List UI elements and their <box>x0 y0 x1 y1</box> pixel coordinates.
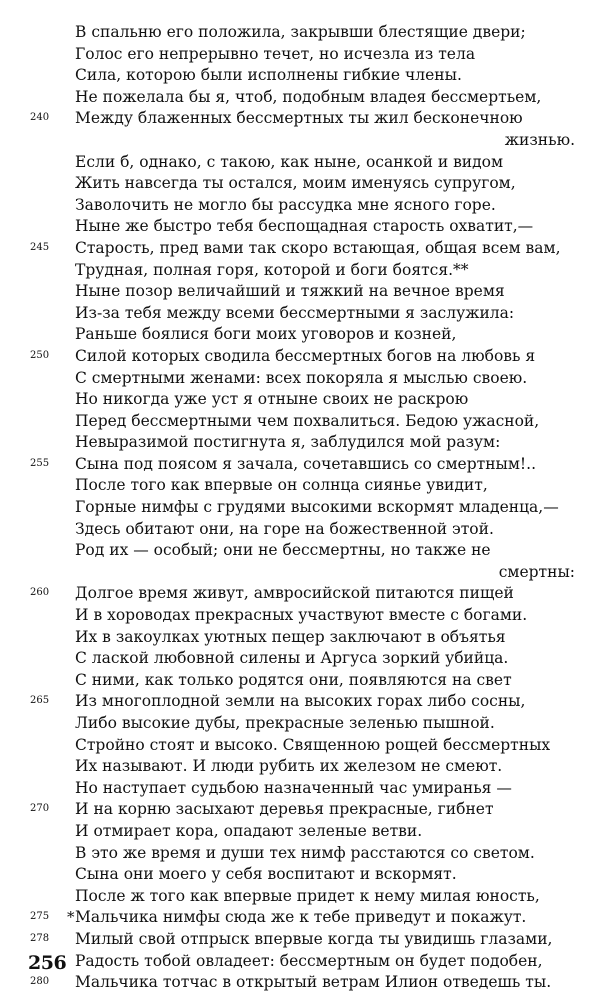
poem-line <box>75 540 575 562</box>
poem-line <box>75 281 575 303</box>
poem-line-text: смертны: <box>498 562 575 581</box>
poem-line-text: Перед бессмертными чем похвалиться. Бедою ужасной, <box>75 411 540 430</box>
poem-line <box>30 907 575 929</box>
poem-line <box>75 951 575 973</box>
poem-line <box>75 195 575 217</box>
poem-line <box>75 670 575 692</box>
poem-line-text: Трудная, полная горя, которой и боги боятся.** <box>75 260 469 279</box>
poem-line-text: Ныне же быстро тебя беспощадная старость охватит,— <box>75 217 534 236</box>
poem-line <box>75 173 575 195</box>
poem-line <box>75 886 575 908</box>
poem-line-text: Здесь обитают они, на горе на божественной этой. <box>75 519 494 538</box>
line-number: 280 <box>30 976 50 988</box>
poem-line-text: Либо высокие дубы, прекрасные зеленью пышной. <box>75 714 495 732</box>
poem-line <box>30 972 575 994</box>
poem-line-text: Сына под поясом я зачала, сочетавшись со смертным!.. <box>75 454 537 473</box>
poem-line-text: В спальню его положила, закрывши блестящие двери; <box>75 23 526 41</box>
poem-line-text: Радость тобой овладеет: бессмертным он будет подобен, <box>75 951 543 970</box>
poem-line <box>75 44 575 66</box>
poem-line <box>75 216 575 238</box>
poem-line-text: С ними, как только родятся они, появляются на свет <box>75 670 512 689</box>
poem-line-text: Ныне позор величайший и тяжкий на вечное время <box>75 282 505 301</box>
poem-line <box>75 519 575 541</box>
poem-line <box>75 324 575 346</box>
poem-line-text: Если б, однако, с такою, как ныне, осанкой и видом <box>75 152 504 171</box>
poem-line-text: С лаской любовной силены и Аргуса зоркий убийца. <box>75 649 509 668</box>
poem-line <box>75 756 575 778</box>
poem-line-text: Их в закоулках уютных пещер заключают в объятья <box>75 627 506 646</box>
poem-line-text: Их называют. И люди рубить их железом не смеют. <box>75 757 503 776</box>
poem-line-text: И на корню засыхают деревья прекрасные, гибнет <box>75 800 494 819</box>
poem-line-text: Из-за тебя между всеми бессмертными я заслужила: <box>75 303 515 322</box>
poem-line <box>75 152 575 174</box>
poem-line <box>75 432 575 454</box>
poem-line-text: Мальчика нимфы сюда же к тебе приведут и покажут. <box>75 908 527 927</box>
poem-line-text: После того как впервые он солнца сиянье увидит, <box>75 476 488 495</box>
poem-line-text: Между блаженных бессмертных ты жил бесконечною <box>75 109 523 128</box>
poem-line <box>30 583 575 605</box>
poem-line-text: Горные нимфы с грудями высокими вскормят младенца,— <box>75 498 559 517</box>
poem-line-text: Не пожелала бы я, чтоб, подобным владея бессмертьем, <box>75 87 542 106</box>
poem-line-text: Но никогда уже уст я отныне своих не раскрою <box>75 390 469 409</box>
poem-line-text: Голос его непрерывно течет, но исчезла из тела <box>75 44 476 63</box>
poem-line <box>75 864 575 886</box>
line-number: 245 <box>30 241 50 253</box>
poem-line <box>75 65 575 87</box>
poem-line <box>75 368 575 390</box>
poem-line <box>75 562 575 584</box>
poem-line <box>75 605 575 627</box>
poem-line <box>30 929 575 951</box>
poem-line <box>75 778 575 800</box>
poem-line-text: Старость, пред вами так скоро встающая, общая всем вам, <box>75 238 561 257</box>
poem-line-text: С смертными женами: всех покоряла я мыслью своею. <box>75 368 528 387</box>
poem-line <box>30 346 575 368</box>
poem-line-text: Род их — особый; они не бессмертны, но также не <box>75 541 491 560</box>
poem-line-text: Сила, которою были исполнены гибкие члены. <box>75 66 462 85</box>
poem-line-text: Но наступает судьбою назначенный час умиранья — <box>75 778 512 797</box>
line-number: 260 <box>30 587 50 599</box>
poem-line <box>30 691 575 713</box>
poem-line <box>75 735 575 757</box>
poem-line-text: Милый свой отпрыск впервые когда ты увидишь глазами, <box>75 929 553 948</box>
poem-line <box>75 648 575 670</box>
poem-line-text: И отмирает кора, опадают зеленые ветви. <box>75 821 423 840</box>
poem-line-text: Невыразимой постигнута я, заблудился мой разум: <box>75 433 501 452</box>
poem-line <box>75 260 575 282</box>
poem-line <box>30 108 575 130</box>
poem-line-text: И в хороводах прекрасных участвуют вместе с богами. <box>75 606 528 625</box>
line-number: 265 <box>30 695 50 707</box>
line-number: 278 <box>30 932 50 944</box>
poem-line <box>75 475 575 497</box>
poem-line-text: жизнью. <box>504 130 575 149</box>
poem-line-text: Заволочить не могло бы рассудка мне ясного горе. <box>75 195 496 214</box>
poem-line-text: После ж того как впервые придет к нему милая юность, <box>75 886 540 905</box>
poem-line <box>30 238 575 260</box>
poem-line-text: Силой которых сводила бессмертных богов на любовь я <box>75 346 536 365</box>
poem-line <box>75 713 575 735</box>
poem-line <box>75 821 575 843</box>
line-number: 275 <box>30 911 50 923</box>
line-number: 255 <box>30 457 50 469</box>
poem-line <box>30 454 575 476</box>
poem-line <box>75 130 575 152</box>
poem-line <box>75 497 575 519</box>
poem-line <box>30 799 575 821</box>
poem-line-text: Стройно стоят и высоко. Священною рощей бессмертных <box>75 735 551 754</box>
poem-line-text: Сына они моего у себя воспитают и вскормят. <box>75 865 457 884</box>
poem-line <box>75 389 575 411</box>
poem-line <box>75 411 575 433</box>
line-number: 240 <box>30 112 50 124</box>
footnote-marker: * <box>67 908 75 927</box>
poem-line <box>75 303 575 325</box>
poem-line-text: Жить навсегда ты остался, моим именуясь супругом, <box>75 174 516 193</box>
line-number: 250 <box>30 349 50 361</box>
poem-line-text: Раньше боялися боги моих уговоров и козней, <box>75 325 457 344</box>
page-number: 256 <box>28 952 67 974</box>
poem-line-text: В это же время и души тех нимф расстаются со светом. <box>75 843 535 862</box>
poem-line-text: Долгое время живут, амвросийской питаются пищей <box>75 584 514 603</box>
poem-line <box>75 843 575 865</box>
poem-line <box>75 87 575 109</box>
poem-line <box>75 22 575 44</box>
poem-line-text: Мальчика тотчас в открытый ветрам Илион отведешь ты. <box>75 973 552 992</box>
poem-line <box>75 627 575 649</box>
poem-line-text: Из многоплодной земли на высоких горах либо сосны, <box>75 692 526 711</box>
line-number: 270 <box>30 803 50 815</box>
